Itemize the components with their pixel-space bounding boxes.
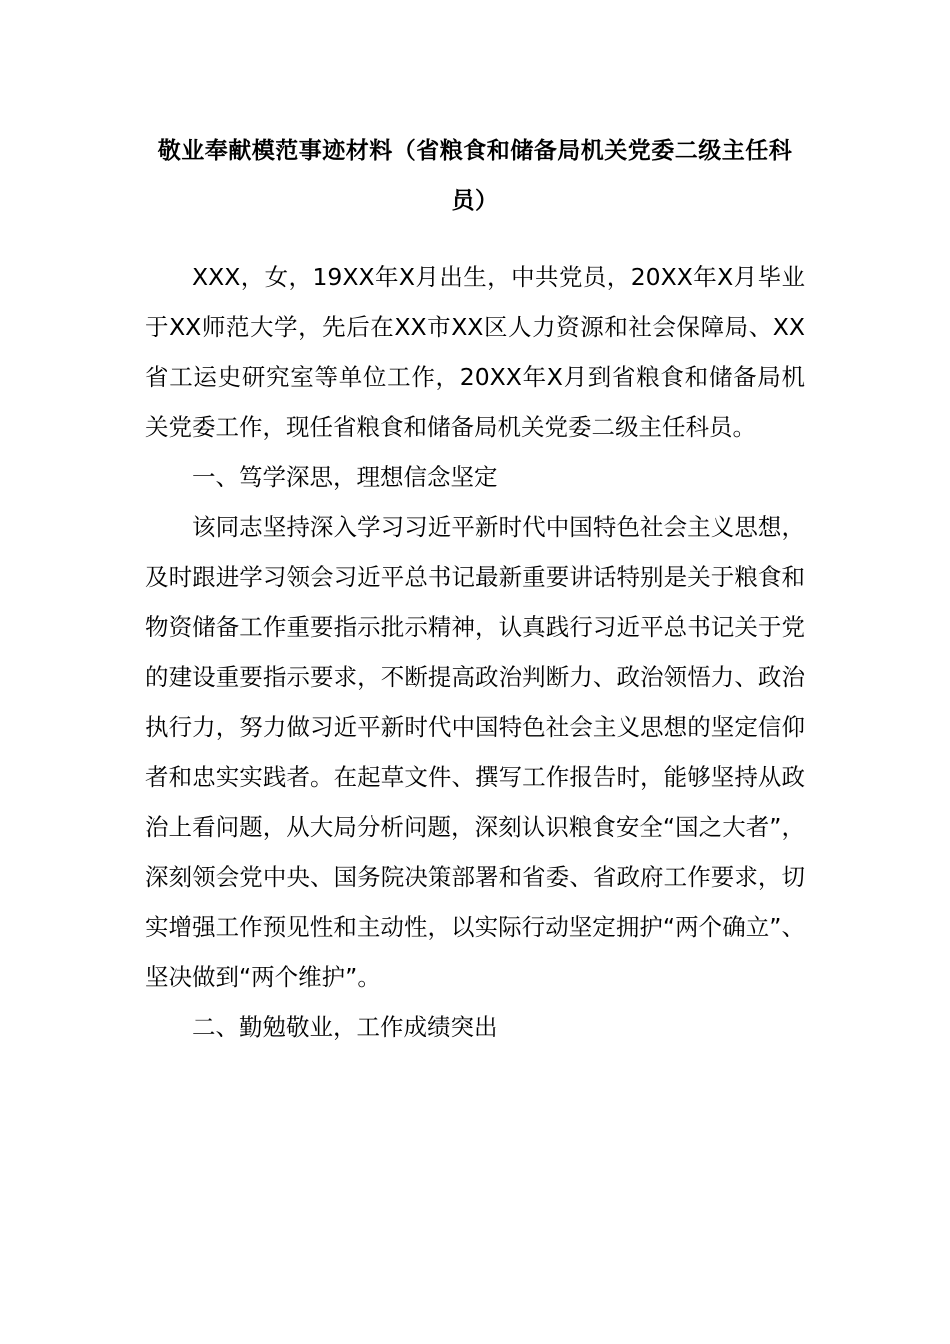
section-heading-2: 二、勤勉敬业，工作成绩突出 [192, 1013, 498, 1041]
section-heading-1: 一、笃学深思，理想信念坚定 [192, 463, 498, 491]
document-title: 敬业奉献模范事迹材料（省粮食和储备局机关党委二级主任科员） [157, 138, 793, 214]
document-body [145, 252, 805, 1052]
document-content [145, 126, 805, 1052]
intro-paragraph: XXX，女，19XX年X月出生，中共党员，20XX年X月毕业于XX师范大学，先后在XX市XX区人力资源和社会保障局、XX省工运史研究室等单位工作，20XX年X月到省粮食和储备局机关党委工作，现任省粮食和储备局机关党委二级主任科员。 [145, 263, 805, 441]
section-1-paragraph: 该同志坚持深入学习习近平新时代中国特色社会主义思想，及时跟进学习领会习近平总书记最新重要讲话特别是关于粮食和物资储备工作重要指示批示精神，认真践行习近平总书记关于党的建设重要指示要求，不断提高政治判断力、政治领悟力、政治执行力，努力做习近平新时代中国特色社会主义思想的坚定信仰者和忠实实践者。在起草文件、撰写工作报告时，能够坚持从政治上看问题，从大局分析问题，深刻认识粮食安全“国之大者”，深刻领会党中央、国务院决策部署和省委、省政府工作要求，切实增强工作预见性和主动性，以实际行动坚定拥护“两个确立”、坚决做到“两个维护”。 [145, 513, 805, 991]
